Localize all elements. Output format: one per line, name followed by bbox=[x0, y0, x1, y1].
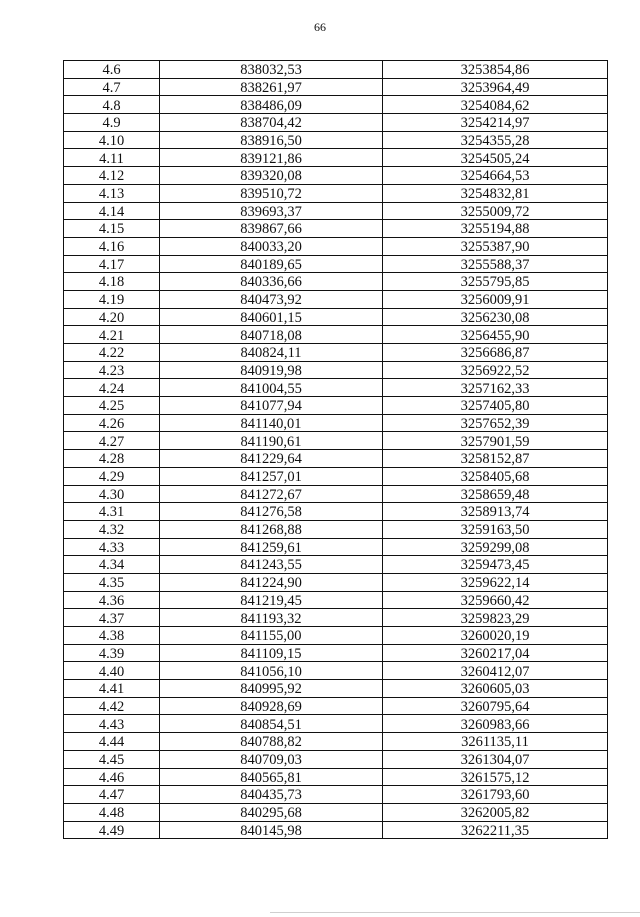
y-coordinate-cell: 3253964,49 bbox=[383, 78, 608, 96]
y-coordinate-cell: 3260217,04 bbox=[383, 644, 608, 662]
table-row bbox=[64, 680, 608, 698]
point-id-cell: 4.9 bbox=[64, 114, 160, 132]
x-coordinate-cell: 840033,20 bbox=[160, 237, 383, 255]
point-id-cell: 4.33 bbox=[64, 538, 160, 556]
point-id-cell: 4.28 bbox=[64, 450, 160, 468]
y-coordinate-cell: 3257405,80 bbox=[383, 397, 608, 415]
y-coordinate-cell: 3257162,33 bbox=[383, 379, 608, 397]
table-row bbox=[64, 786, 608, 804]
table-row bbox=[64, 715, 608, 733]
x-coordinate-cell: 840788,82 bbox=[160, 733, 383, 751]
y-coordinate-cell: 3256455,90 bbox=[383, 326, 608, 344]
point-id-cell: 4.27 bbox=[64, 432, 160, 450]
point-id-cell: 4.40 bbox=[64, 662, 160, 680]
point-id-cell: 4.38 bbox=[64, 627, 160, 645]
x-coordinate-cell: 841193,32 bbox=[160, 609, 383, 627]
table-row bbox=[64, 520, 608, 538]
y-coordinate-cell: 3254084,62 bbox=[383, 96, 608, 114]
y-coordinate-cell: 3256922,52 bbox=[383, 361, 608, 379]
point-id-cell: 4.46 bbox=[64, 768, 160, 786]
table-row bbox=[64, 344, 608, 362]
y-coordinate-cell: 3257901,59 bbox=[383, 432, 608, 450]
table-row bbox=[64, 397, 608, 415]
y-coordinate-cell: 3260605,03 bbox=[383, 680, 608, 698]
x-coordinate-cell: 841219,45 bbox=[160, 591, 383, 609]
y-coordinate-cell: 3254355,28 bbox=[383, 131, 608, 149]
table-row bbox=[64, 184, 608, 202]
point-id-cell: 4.47 bbox=[64, 786, 160, 804]
y-coordinate-cell: 3261793,60 bbox=[383, 786, 608, 804]
point-id-cell: 4.34 bbox=[64, 556, 160, 574]
table-row bbox=[64, 556, 608, 574]
table-row bbox=[64, 662, 608, 680]
table-row bbox=[64, 467, 608, 485]
y-coordinate-cell: 3255387,90 bbox=[383, 237, 608, 255]
x-coordinate-cell: 841229,64 bbox=[160, 450, 383, 468]
y-coordinate-cell: 3256009,91 bbox=[383, 290, 608, 308]
y-coordinate-cell: 3255795,85 bbox=[383, 273, 608, 291]
y-coordinate-cell: 3262005,82 bbox=[383, 803, 608, 821]
table-row bbox=[64, 202, 608, 220]
x-coordinate-cell: 840919,98 bbox=[160, 361, 383, 379]
x-coordinate-cell: 840435,73 bbox=[160, 786, 383, 804]
point-id-cell: 4.8 bbox=[64, 96, 160, 114]
y-coordinate-cell: 3258659,48 bbox=[383, 485, 608, 503]
x-coordinate-cell: 841155,00 bbox=[160, 627, 383, 645]
point-id-cell: 4.20 bbox=[64, 308, 160, 326]
table-row bbox=[64, 609, 608, 627]
table-row bbox=[64, 432, 608, 450]
point-id-cell: 4.45 bbox=[64, 750, 160, 768]
y-coordinate-cell: 3259299,08 bbox=[383, 538, 608, 556]
y-coordinate-cell: 3261575,12 bbox=[383, 768, 608, 786]
y-coordinate-cell: 3254214,97 bbox=[383, 114, 608, 132]
y-coordinate-cell: 3255588,37 bbox=[383, 255, 608, 273]
x-coordinate-cell: 840718,08 bbox=[160, 326, 383, 344]
table-row bbox=[64, 167, 608, 185]
table-row bbox=[64, 114, 608, 132]
coordinates-table bbox=[63, 60, 608, 839]
x-coordinate-cell: 841243,55 bbox=[160, 556, 383, 574]
table-row bbox=[64, 379, 608, 397]
y-coordinate-cell: 3256230,08 bbox=[383, 308, 608, 326]
table-row bbox=[64, 308, 608, 326]
table-row bbox=[64, 149, 608, 167]
point-id-cell: 4.49 bbox=[64, 821, 160, 839]
x-coordinate-cell: 840473,92 bbox=[160, 290, 383, 308]
table-row bbox=[64, 733, 608, 751]
x-coordinate-cell: 841224,90 bbox=[160, 573, 383, 591]
x-coordinate-cell: 839693,37 bbox=[160, 202, 383, 220]
x-coordinate-cell: 840601,15 bbox=[160, 308, 383, 326]
y-coordinate-cell: 3254505,24 bbox=[383, 149, 608, 167]
table-row bbox=[64, 768, 608, 786]
point-id-cell: 4.10 bbox=[64, 131, 160, 149]
point-id-cell: 4.41 bbox=[64, 680, 160, 698]
coordinates-table-body bbox=[64, 61, 608, 839]
y-coordinate-cell: 3259163,50 bbox=[383, 520, 608, 538]
point-id-cell: 4.15 bbox=[64, 220, 160, 238]
x-coordinate-cell: 840336,66 bbox=[160, 273, 383, 291]
x-coordinate-cell: 840145,98 bbox=[160, 821, 383, 839]
x-coordinate-cell: 841257,01 bbox=[160, 467, 383, 485]
table-row bbox=[64, 697, 608, 715]
y-coordinate-cell: 3255194,88 bbox=[383, 220, 608, 238]
point-id-cell: 4.24 bbox=[64, 379, 160, 397]
y-coordinate-cell: 3256686,87 bbox=[383, 344, 608, 362]
x-coordinate-cell: 841004,55 bbox=[160, 379, 383, 397]
table-row bbox=[64, 61, 608, 79]
x-coordinate-cell: 840824,11 bbox=[160, 344, 383, 362]
table-row bbox=[64, 538, 608, 556]
table-row bbox=[64, 503, 608, 521]
y-coordinate-cell: 3259473,45 bbox=[383, 556, 608, 574]
x-coordinate-cell: 840295,68 bbox=[160, 803, 383, 821]
y-coordinate-cell: 3259823,29 bbox=[383, 609, 608, 627]
table-row bbox=[64, 96, 608, 114]
y-coordinate-cell: 3260795,64 bbox=[383, 697, 608, 715]
table-row bbox=[64, 750, 608, 768]
x-coordinate-cell: 840565,81 bbox=[160, 768, 383, 786]
point-id-cell: 4.36 bbox=[64, 591, 160, 609]
point-id-cell: 4.32 bbox=[64, 520, 160, 538]
x-coordinate-cell: 841077,94 bbox=[160, 397, 383, 415]
page-number: 66 bbox=[314, 20, 326, 34]
point-id-cell: 4.13 bbox=[64, 184, 160, 202]
table-row bbox=[64, 450, 608, 468]
point-id-cell: 4.31 bbox=[64, 503, 160, 521]
point-id-cell: 4.44 bbox=[64, 733, 160, 751]
point-id-cell: 4.18 bbox=[64, 273, 160, 291]
y-coordinate-cell: 3262211,35 bbox=[383, 821, 608, 839]
x-coordinate-cell: 841272,67 bbox=[160, 485, 383, 503]
x-coordinate-cell: 840189,65 bbox=[160, 255, 383, 273]
point-id-cell: 4.26 bbox=[64, 414, 160, 432]
y-coordinate-cell: 3259622,14 bbox=[383, 573, 608, 591]
point-id-cell: 4.29 bbox=[64, 467, 160, 485]
x-coordinate-cell: 841056,10 bbox=[160, 662, 383, 680]
y-coordinate-cell: 3259660,42 bbox=[383, 591, 608, 609]
table-row bbox=[64, 821, 608, 839]
x-coordinate-cell: 840709,03 bbox=[160, 750, 383, 768]
point-id-cell: 4.14 bbox=[64, 202, 160, 220]
point-id-cell: 4.7 bbox=[64, 78, 160, 96]
x-coordinate-cell: 841109,15 bbox=[160, 644, 383, 662]
x-coordinate-cell: 838032,53 bbox=[160, 61, 383, 79]
bottom-rule bbox=[270, 912, 640, 913]
table-row bbox=[64, 78, 608, 96]
point-id-cell: 4.23 bbox=[64, 361, 160, 379]
point-id-cell: 4.25 bbox=[64, 397, 160, 415]
table-row bbox=[64, 414, 608, 432]
table-row bbox=[64, 803, 608, 821]
y-coordinate-cell: 3255009,72 bbox=[383, 202, 608, 220]
y-coordinate-cell: 3258405,68 bbox=[383, 467, 608, 485]
point-id-cell: 4.48 bbox=[64, 803, 160, 821]
y-coordinate-cell: 3257652,39 bbox=[383, 414, 608, 432]
point-id-cell: 4.30 bbox=[64, 485, 160, 503]
x-coordinate-cell: 839867,66 bbox=[160, 220, 383, 238]
x-coordinate-cell: 839510,72 bbox=[160, 184, 383, 202]
x-coordinate-cell: 839121,86 bbox=[160, 149, 383, 167]
table-row bbox=[64, 591, 608, 609]
table-row bbox=[64, 273, 608, 291]
point-id-cell: 4.19 bbox=[64, 290, 160, 308]
x-coordinate-cell: 840928,69 bbox=[160, 697, 383, 715]
point-id-cell: 4.12 bbox=[64, 167, 160, 185]
table-row bbox=[64, 627, 608, 645]
x-coordinate-cell: 841268,88 bbox=[160, 520, 383, 538]
y-coordinate-cell: 3260020,19 bbox=[383, 627, 608, 645]
point-id-cell: 4.6 bbox=[64, 61, 160, 79]
table-row bbox=[64, 361, 608, 379]
point-id-cell: 4.21 bbox=[64, 326, 160, 344]
x-coordinate-cell: 838486,09 bbox=[160, 96, 383, 114]
y-coordinate-cell: 3261304,07 bbox=[383, 750, 608, 768]
table-row bbox=[64, 237, 608, 255]
table-row bbox=[64, 290, 608, 308]
x-coordinate-cell: 841276,58 bbox=[160, 503, 383, 521]
y-coordinate-cell: 3254832,81 bbox=[383, 184, 608, 202]
point-id-cell: 4.43 bbox=[64, 715, 160, 733]
y-coordinate-cell: 3261135,11 bbox=[383, 733, 608, 751]
y-coordinate-cell: 3258152,87 bbox=[383, 450, 608, 468]
point-id-cell: 4.35 bbox=[64, 573, 160, 591]
y-coordinate-cell: 3254664,53 bbox=[383, 167, 608, 185]
x-coordinate-cell: 838916,50 bbox=[160, 131, 383, 149]
point-id-cell: 4.39 bbox=[64, 644, 160, 662]
x-coordinate-cell: 840854,51 bbox=[160, 715, 383, 733]
point-id-cell: 4.16 bbox=[64, 237, 160, 255]
point-id-cell: 4.42 bbox=[64, 697, 160, 715]
table-row bbox=[64, 131, 608, 149]
table-row bbox=[64, 573, 608, 591]
x-coordinate-cell: 840995,92 bbox=[160, 680, 383, 698]
table-row bbox=[64, 644, 608, 662]
y-coordinate-cell: 3260412,07 bbox=[383, 662, 608, 680]
table-row bbox=[64, 326, 608, 344]
table-row bbox=[64, 255, 608, 273]
x-coordinate-cell: 841190,61 bbox=[160, 432, 383, 450]
x-coordinate-cell: 841140,01 bbox=[160, 414, 383, 432]
y-coordinate-cell: 3260983,66 bbox=[383, 715, 608, 733]
point-id-cell: 4.37 bbox=[64, 609, 160, 627]
x-coordinate-cell: 838261,97 bbox=[160, 78, 383, 96]
point-id-cell: 4.22 bbox=[64, 344, 160, 362]
table-row bbox=[64, 485, 608, 503]
y-coordinate-cell: 3258913,74 bbox=[383, 503, 608, 521]
x-coordinate-cell: 839320,08 bbox=[160, 167, 383, 185]
x-coordinate-cell: 838704,42 bbox=[160, 114, 383, 132]
table-row bbox=[64, 220, 608, 238]
point-id-cell: 4.11 bbox=[64, 149, 160, 167]
x-coordinate-cell: 841259,61 bbox=[160, 538, 383, 556]
y-coordinate-cell: 3253854,86 bbox=[383, 61, 608, 79]
point-id-cell: 4.17 bbox=[64, 255, 160, 273]
